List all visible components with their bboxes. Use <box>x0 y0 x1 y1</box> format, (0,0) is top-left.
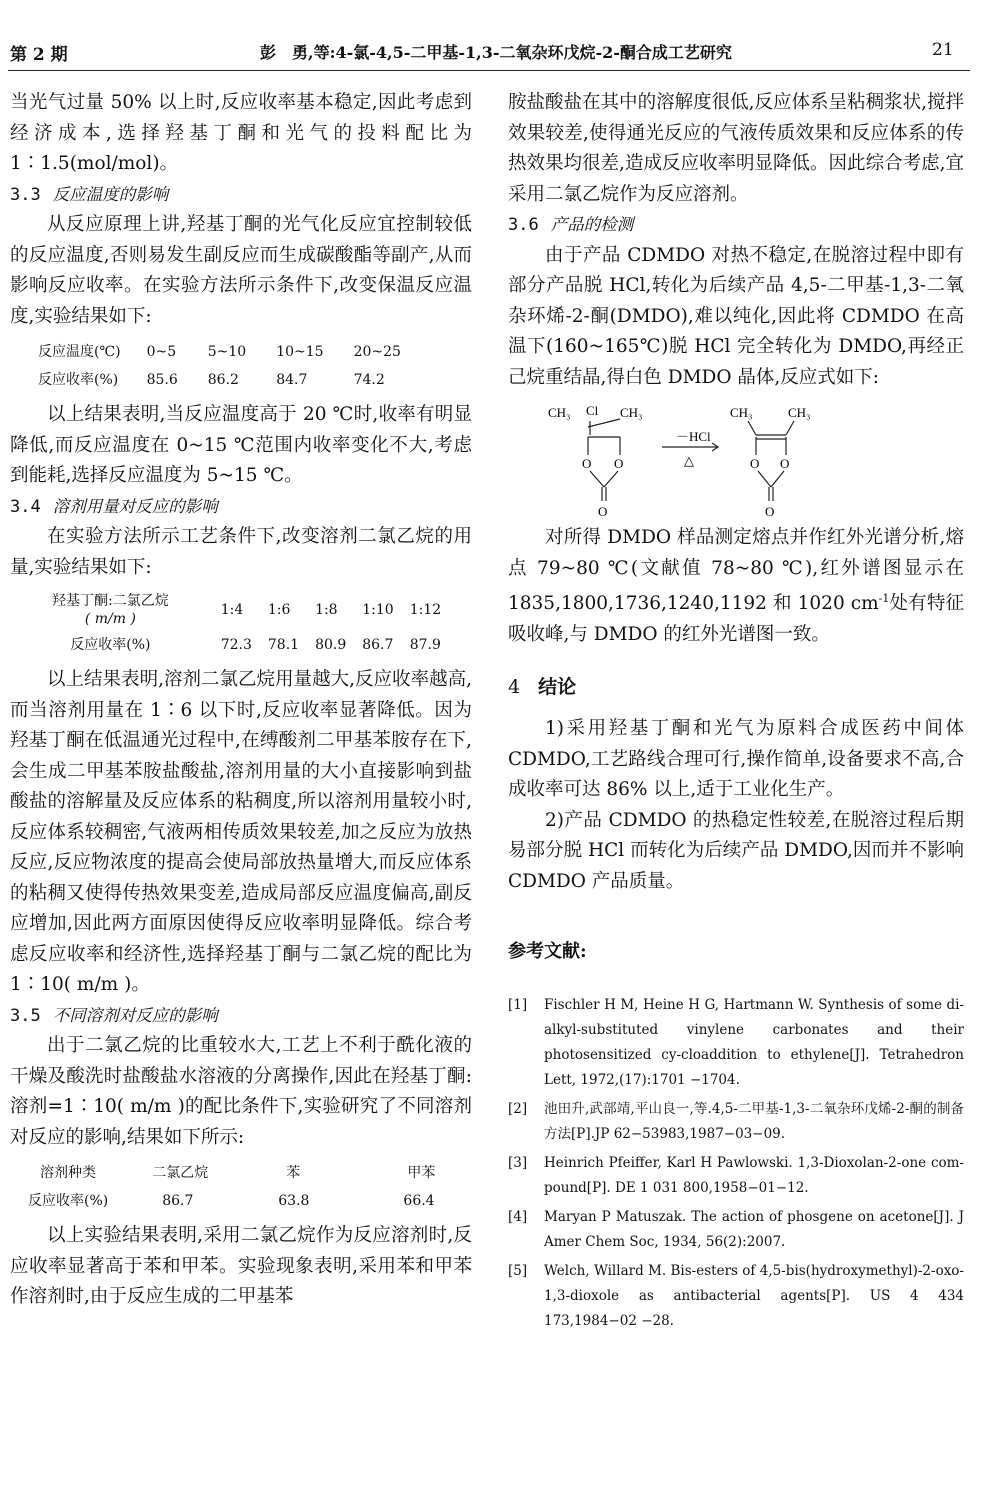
table-header <box>44 589 177 631</box>
methyl-label: CH₃ <box>620 405 643 420</box>
paragraph: 由于产品 CDMDO 对热不稳定,在脱溶过程中即有部分产品脱 HCl,转化为后续产品 4,5-二甲基-1,3-二氧杂环烯-2-酮(DMDO),难以纯化,因此将 CDMDO 在高温下(160~165℃)脱 HCl 完全转化为 DMDO,再经正己烷重结晶,得白色 DMDO 晶体,反应式如下: <box>508 244 964 388</box>
paragraph: 出于二氯乙烷的比重较水大,工艺上不利于酰化液的干燥及酸洗时盐酸盐水溶液的分离操作,因此在羟基丁酮:溶剂=1∶10( m/m )的配比条件下,实验研究了不同溶剂对反应的影响,结果如下所示: <box>10 1035 472 1148</box>
reference-number: [3] <box>508 1155 528 1172</box>
reference-text: Heinrich Pfeiffer, Karl H Pawlowski. 1,3-Dioxolan-2-one com-pound[P]. DE 1 031 800,1958−01−12. <box>544 1155 964 1197</box>
section-4-heading <box>508 672 964 702</box>
paragraph: 胺盐酸盐在其中的溶解度很低,反应体系呈粘稠浆状,搅拌效果较差,使得通光反应的气液传质效果和反应体系的传热效果均很差,造成反应收率明显降低。因此综合考虑,宜采用二氯乙烷作为反应溶剂。 <box>508 92 964 205</box>
table-cell: 85.6 <box>146 372 178 388</box>
ring-oxygen-label: O <box>780 456 790 471</box>
table-cell: 1:6 <box>267 602 291 618</box>
conclusion-item: 2)产品 CDMDO 的热稳定性较差,在脱溶过程后期易部分脱 HCl 而转化为后续产品 DMDO,因而并不影响 CDMDO 产品质量。 <box>508 809 964 892</box>
table-header: 反应收率(%) <box>38 372 119 388</box>
table-row <box>30 338 409 366</box>
section-number: 3.6 <box>508 215 539 235</box>
paragraph: 以上结果表明,当反应温度高于 20 ℃时,收率有明显降低,而反应温度在 0~15 ℃范围内收率变化不大,考虑到能耗,选择反应温度为 5~15 ℃。 <box>10 404 472 486</box>
table-header-unit: ( m/m ) <box>84 611 136 627</box>
reference-item <box>508 1205 964 1255</box>
paragraph: 从反应原理上讲,羟基丁酮的光气化反应宜控制较低的反应温度,否则易发生副反应而生成碳酸酯等副产,从而影响反应收率。在实验方法所示条件下,改变保温反应温度,实验结果如下: <box>10 214 472 327</box>
table-cell: 10~15 <box>276 344 324 360</box>
table-cell: 66.4 <box>403 1193 435 1209</box>
reference-text: Fischler H M, Heine H G, Hartmann W. Synthesis of some di-alkyl-substituted vinylene carbonates and their photosensitized cy-cloaddition to ethylene[J]. Tetrahedron Lett, 1972,(17):1701 −1704. <box>544 997 964 1089</box>
table-row <box>20 1187 443 1215</box>
reference-item <box>508 1259 964 1334</box>
paragraph: 当光气过量 50% 以上时,反应收率基本稳定,因此考虑到经济成本,选择羟基丁酮和光气的投料配比为 1∶1.5(mol/mol)。 <box>10 92 472 174</box>
page-number: 21 <box>932 40 954 60</box>
conclusion-item: 1)采用羟基丁酮和光气为原料合成医药中间体 CDMDO,工艺路线合理可行,操作简单,设备要求不高,合成收率可达 86% 以上,适于工业化生产。 <box>508 718 964 801</box>
table-cell: 1:4 <box>220 602 244 618</box>
table-cell: 86.7 <box>162 1193 194 1209</box>
reference-number: [4] <box>508 1209 528 1226</box>
table-cell: 1:12 <box>409 602 442 618</box>
section-number: 3.5 <box>10 1005 41 1026</box>
header-rule <box>8 70 970 71</box>
solvent-ratio-table <box>44 589 449 659</box>
reference-item <box>508 993 964 1093</box>
section-3-4-heading <box>10 492 472 523</box>
running-title: 彭 勇,等:4-氯-4,5-二甲基-1,3-二氧杂环戊烷-2-酮合成工艺研究 <box>260 43 732 62</box>
section-3-5-heading <box>10 1001 472 1032</box>
reference-number: [2] <box>508 1101 528 1118</box>
table-cell: 甲苯 <box>407 1165 436 1181</box>
temperature-table <box>30 338 409 394</box>
chloro-label: Cl <box>586 403 599 418</box>
section-title: 不同溶剂对反应的影响 <box>52 1005 218 1025</box>
table-cell: 0~5 <box>146 344 177 360</box>
table-cell: 80.9 <box>315 637 347 653</box>
table-cell: 84.7 <box>276 372 308 388</box>
ring-oxygen-label: O <box>582 456 592 471</box>
text-run: 对所得 DMDO 样品测定熔点并作红外光谱分析,熔点 79~80 ℃(文献值 78~80 ℃),红外谱图显示在 1835,1800,1736,1240,1192 和 1020 cm <box>508 527 964 615</box>
table-cell: 86.2 <box>207 372 239 388</box>
methyl-label: CH₃ <box>788 405 811 420</box>
table-cell: 74.2 <box>353 372 385 388</box>
paragraph: 以上实验结果表明,采用二氯乙烷作为反应溶剂时,反应收率显著高于苯和甲苯。实验现象表明,采用苯和甲苯作溶剂时,由于反应生成的二甲基苯 <box>10 1225 472 1307</box>
ring-oxygen-label: O <box>614 456 624 471</box>
section-3-3-heading <box>10 180 472 211</box>
section-title: 产品的检测 <box>550 215 634 234</box>
table-cell: 苯 <box>286 1165 301 1181</box>
table-row <box>20 1159 443 1187</box>
paragraph <box>508 523 964 650</box>
reference-item <box>508 1097 964 1147</box>
table-header: 溶剂种类 <box>40 1165 96 1181</box>
methyl-label: CH₃ <box>548 405 571 420</box>
table-row <box>30 366 409 394</box>
table-header: 反应收率(%) <box>28 1193 109 1209</box>
section-number: 3.4 <box>10 496 41 517</box>
carbonyl-oxygen-label: O <box>598 504 608 519</box>
reference-text: 池田升,武部靖,平山良一,等.4,5-二甲基-1,3-二氧杂环戊烯-2-酮的制备方法[P].JP 62−53983,1987−03−09. <box>544 1101 964 1143</box>
reaction-scheme-graphic <box>508 399 964 519</box>
reference-number: [5] <box>508 1263 528 1280</box>
table-header: 反应温度(℃) <box>38 344 121 360</box>
table-cell: 63.8 <box>278 1193 310 1209</box>
carbonyl-oxygen-label: O <box>765 504 775 519</box>
table-cell: 二氯乙烷 <box>152 1165 209 1181</box>
table-row <box>44 589 449 631</box>
issue-label: 第 2 期 <box>10 45 68 65</box>
reference-text: Welch, Willard M. Bis-esters of 4,5-bis(hydroxymethyl)-2-oxo-1,3-dioxole as antibacterial agents[P]. US 4 434 173,1984−02 −28. <box>544 1263 964 1330</box>
table-cell: 87.9 <box>409 637 441 653</box>
reference-list <box>508 993 964 1334</box>
paragraph: 在实验方法所示工艺条件下,改变溶剂二氯乙烷的用量,实验结果如下: <box>10 526 472 578</box>
text-run: 处有特征吸收峰,与 DMDO 的红外光谱图一致。 <box>508 593 964 645</box>
table-cell: 5~10 <box>207 344 247 360</box>
heat-label: △ <box>684 453 694 468</box>
table-cell: 86.7 <box>362 637 394 653</box>
table-cell: 20~25 <box>353 344 401 360</box>
right-column <box>508 88 964 1334</box>
left-column <box>10 88 472 1313</box>
table-cell: 1:10 <box>362 602 394 618</box>
reaction-scheme <box>508 399 964 519</box>
section-title: 反应温度的影响 <box>52 184 169 204</box>
table-cell: 72.3 <box>220 637 252 653</box>
reference-text: Maryan P Matuszak. The action of phosgene on acetone[J]. J Amer Chem Soc, 1934, 56(2):2007. <box>544 1209 964 1251</box>
section-title: 溶剂用量对反应的影响 <box>52 496 218 516</box>
reference-number: [1] <box>508 997 528 1014</box>
methyl-label: CH₃ <box>730 405 753 420</box>
section-number: 3.3 <box>10 184 41 205</box>
paragraph: 以上结果表明,溶剂二氯乙烷用量越大,反应收率越高,而当溶剂用量在 1∶6 以下时,反应收率显著降低。因为羟基丁酮在低温通光过程中,在缚酸剂二甲基苯胺存在下,会生成二甲基苯胺盐酸盐,溶剂用量的大小直接影响到盐酸盐的溶解量及反应体系的粘稠度,所以溶剂用量较小时,反应体系较稠密,气液两相传质效果较差,加之反应为放热反应,反应物浓度的提高会使局部放热量增大,而反应体系的粘稠又使得传热效果变差,造成局部反应温度偏高,副反应增加,因此两方面原因使得反应收率明显降低。综合考虑反应收率和经济性,选择羟基丁酮与二氯乙烷的配比为 1∶10( m/m )。 <box>10 669 472 995</box>
ring-oxygen-label: O <box>750 456 760 471</box>
reference-item <box>508 1151 964 1201</box>
reagent-label: －HCl <box>676 429 711 444</box>
references-heading: 参考文献: <box>508 941 587 963</box>
table-cell: 1:8 <box>315 602 338 618</box>
section-number: 4 <box>508 676 521 699</box>
table-cell: 78.1 <box>267 637 300 653</box>
solvent-type-table <box>20 1159 443 1215</box>
table-header: 反应收率(%) <box>70 637 151 653</box>
section-title: 结论 <box>538 676 577 699</box>
section-3-6-heading <box>508 210 964 241</box>
table-row <box>44 631 449 659</box>
table-header-line: 羟基丁酮:二氯乙烷 <box>52 593 169 609</box>
superscript: -1 <box>878 592 890 605</box>
